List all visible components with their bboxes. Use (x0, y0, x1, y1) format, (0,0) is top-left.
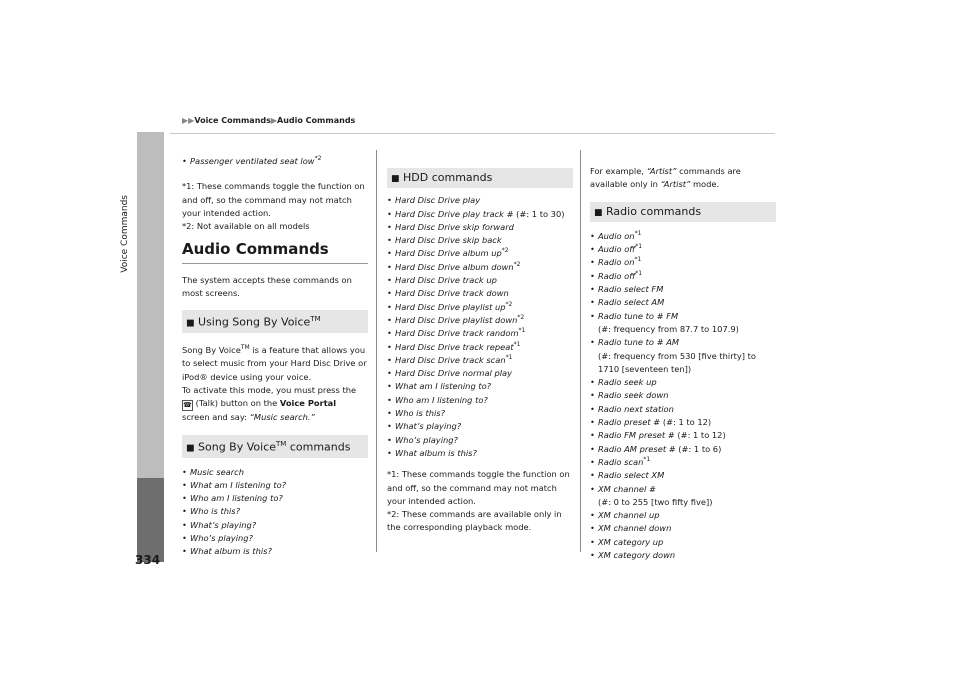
list-item: • Hard Disc Drive play track # (#: 1 to 30) (387, 208, 573, 221)
list-item: • What am I listening to? (387, 380, 573, 393)
list-item: • Hard Disc Drive album down$^{*2}$ (387, 261, 573, 274)
column-middle (387, 168, 573, 535)
list-item: • Passenger ventilated seat low$^{*2}$ (182, 155, 368, 168)
list-item: • Hard Disc Drive playlist $up^{*2}$ (387, 301, 573, 314)
list-item: • Who am I listening to? (387, 394, 573, 407)
song-command-list (182, 466, 368, 559)
list-item: • What album is this? (387, 447, 573, 460)
list-item: • Audio off$^{*1}$ (590, 243, 776, 256)
list-item: • Radio FM preset # (#: 1 to 12) (590, 429, 776, 442)
footnote-2: *2: Not available on all models (182, 221, 310, 232)
list-item: • XM category down (590, 549, 776, 562)
black-square-icon: ■ (186, 319, 195, 330)
list-item: • Hard Disc Drive skip forward (387, 221, 573, 234)
list-item: • Radio scan$^{*1}$ (590, 456, 776, 469)
list-item: • Hard Disc Drive track repeat$^{*1}$ (387, 341, 573, 354)
example-text: For example, “Artist” commands are available only in “Artist” mode. (590, 166, 741, 190)
list-item: • Radio select XM (590, 469, 776, 482)
column-left (182, 155, 368, 559)
list-item: • Who’s playing? (182, 532, 368, 545)
list-item: • XM channel up (590, 509, 776, 522)
footnote-1: *1: These commands toggle the function on and off, so the command may not match your intended action. (387, 469, 570, 506)
radio-command-list (590, 230, 776, 562)
list-item: • What am I listening to? (182, 479, 368, 492)
list-item: • Music search (182, 466, 368, 479)
black-square-icon: ■ (594, 207, 603, 218)
intro-text: The system accepts these commands on most screens. (182, 274, 352, 299)
header-rule (170, 133, 775, 134)
breadcrumb (182, 116, 355, 125)
list-item: • Who’s playing? (387, 434, 573, 447)
list-item: • Radio seek down (590, 389, 776, 402)
list-item: • Hard Disc Drive play (387, 194, 573, 207)
talk-button-icon: ☎ (183, 401, 192, 410)
list-item: • Hard Disc Drive normal play (387, 367, 573, 380)
triangle-right-icon: ▶ (270, 116, 278, 125)
list-item: • Who is this? (387, 407, 573, 420)
hdd-command-list (387, 194, 573, 460)
section-heading-song-by-voice: ■ Using Song By Voice™ (182, 310, 368, 333)
list-item: • Hard Disc Drive album $up^{*2}$ (387, 247, 573, 260)
song-by-voice-description: Song By Voice™ is a feature that allows you to select music from your Hard Disc Drive or iPod® device using your voice. (182, 344, 367, 382)
page-number: 334 (135, 553, 161, 567)
list-item: • Audio $on^{*1}$ (590, 230, 776, 243)
column-divider (376, 150, 377, 552)
list-item: • Hard Disc Drive track up (387, 274, 573, 287)
list-item: • Radio select FM (590, 283, 776, 296)
list-item: • XM channel # (#: 0 to 255 [two fifty five]) (590, 483, 776, 510)
chapter-sidebar (137, 132, 164, 562)
section-heading-radio: ■ Radio commands (590, 202, 776, 222)
list-item: • Who am I listening to? (182, 492, 368, 505)
triangle-right-icon: ▶▶ (182, 116, 195, 125)
list-item: • Radio $on^{*1}$ (590, 256, 776, 269)
breadcrumb-current: Audio Commands (277, 116, 356, 125)
list-item: • Who is this? (182, 505, 368, 518)
footnote-2: *2: These commands are available only in the corresponding playback mode. (387, 509, 562, 533)
list-item: • XM category up (590, 536, 776, 549)
continued-command-list (182, 155, 368, 168)
list-item: • Radio seek up (590, 376, 776, 389)
list-item: • Radio tune to # AM (#: frequency from 530 [five thirty] to 1710 [seventeen ten]) (590, 336, 776, 376)
list-item: • Radio tune to # FM (#: frequency from 87.7 to 107.9) (590, 310, 776, 337)
list-item: • Hard Disc Drive track scan$^{*1}$ (387, 354, 573, 367)
section-heading-hdd: ■ HDD commands (387, 168, 573, 188)
list-item: • Hard Disc Drive track random$^{*1}$ (387, 327, 573, 340)
list-item: • Radio preset # (#: 1 to 12) (590, 416, 776, 429)
black-square-icon: ■ (186, 443, 195, 454)
side-chapter-label: Voice Commands (120, 195, 130, 273)
list-item: • Radio AM preset # (#: 1 to 6) (590, 443, 776, 456)
list-item: • Hard Disc Drive track down (387, 287, 573, 300)
list-item: • Radio off$^{*1}$ (590, 270, 776, 283)
breadcrumb-link-voice-commands[interactable]: Voice Commands (194, 116, 271, 125)
list-item: • Hard Disc Drive skip back (387, 234, 573, 247)
activation-instructions: To activate this mode, you must press the ☎ (Talk) button on the Voice Portal screen and say: “Music search.” (182, 384, 357, 423)
column-right (590, 165, 776, 562)
list-item: • Radio select AM (590, 296, 776, 309)
list-item: • What album is this? (182, 545, 368, 558)
list-item: • What’s playing? (387, 420, 573, 433)
black-square-icon: ■ (391, 174, 400, 184)
list-item: • Hard Disc Drive playlist down$^{*2}$ (387, 314, 573, 327)
column-divider (580, 150, 581, 552)
chapter-tab-marker (137, 478, 164, 562)
list-item: • XM channel down (590, 522, 776, 535)
footnote-1: *1: These commands toggle the function on and off, so the command may not match your intended action. (182, 181, 365, 218)
list-item: • Radio next station (590, 403, 776, 416)
section-heading-song-commands: ■ Song By Voice™ commands (182, 435, 368, 458)
list-item: • What’s playing? (182, 519, 368, 532)
page-title: Audio Commands (182, 243, 368, 263)
